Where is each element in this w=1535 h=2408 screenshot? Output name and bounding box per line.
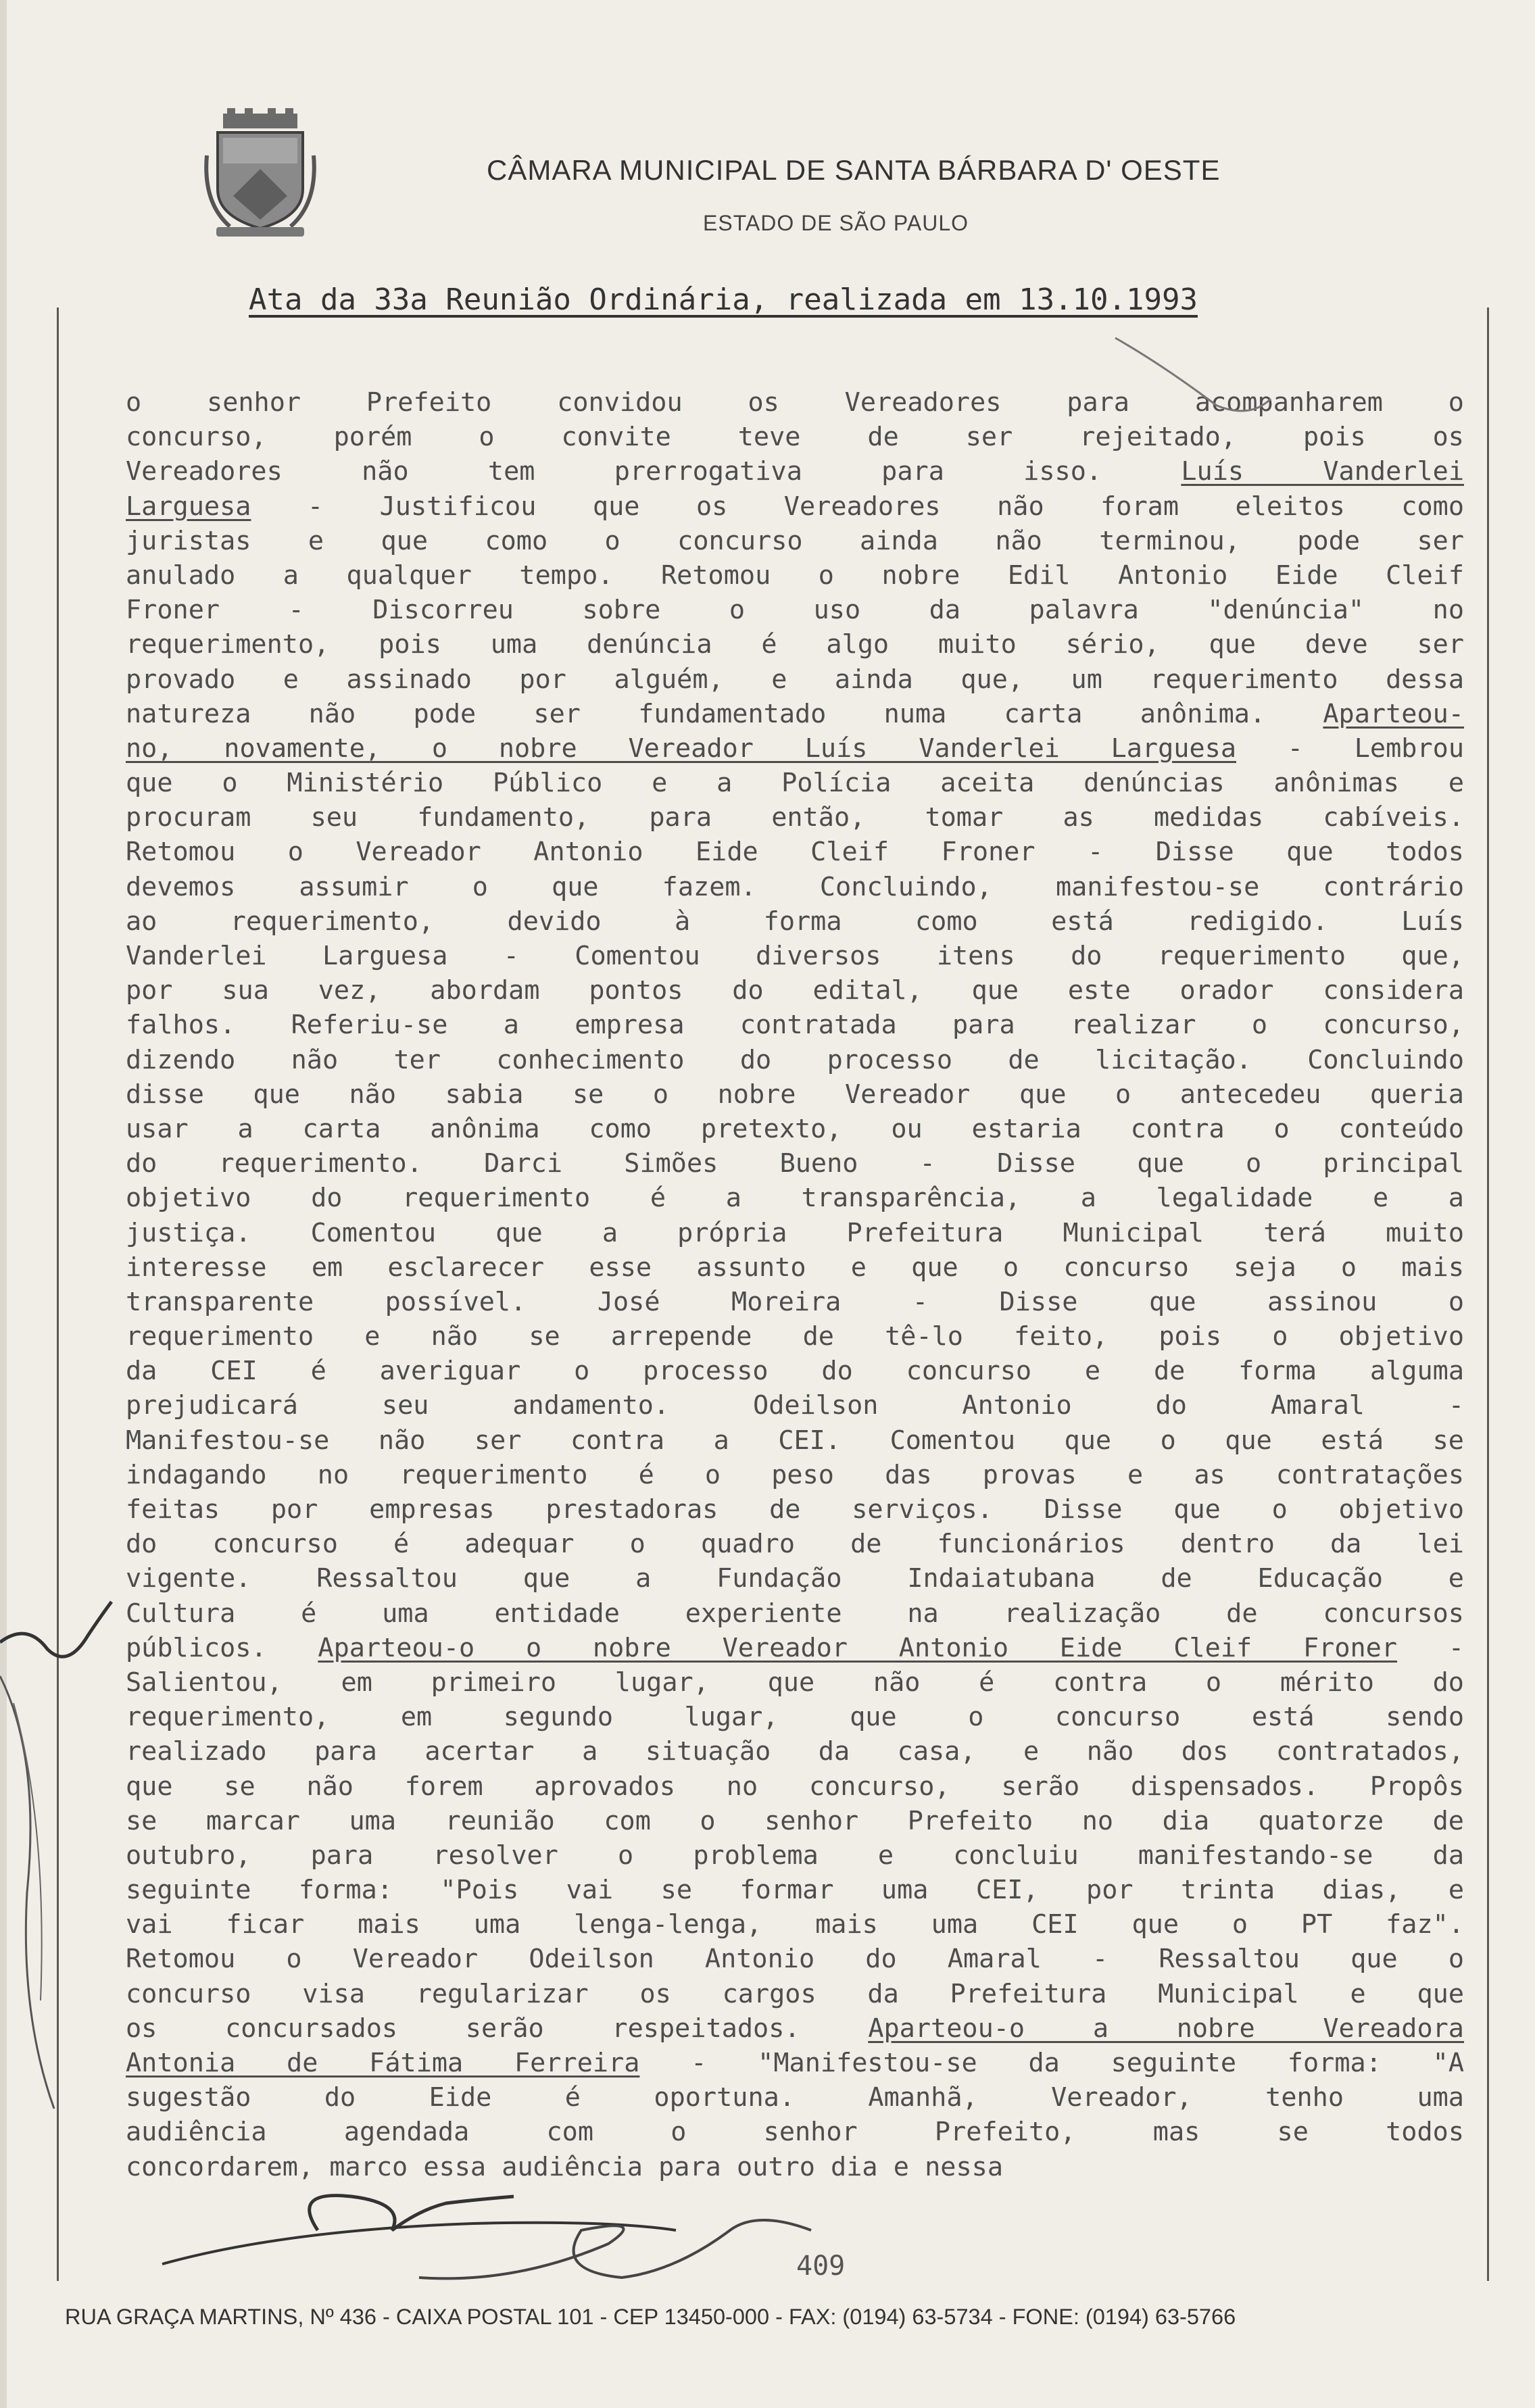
text-line [126, 1873, 1464, 1907]
line-text: anulado a qualquer tempo. Retomou o nobre Edil Antonio Eide Cleif [126, 560, 1464, 591]
footer-address: RUA GRAÇA MARTINS, Nº 436 - CAIXA POSTAL 101 - CEP 13450-000 - FAX: (0194) 63-5734 - FONE: (0194) 63-5766 [65, 2305, 1236, 2329]
text-line [126, 731, 1464, 766]
line-text: outubro, para resolver o problema e concluiu manifestando-se da [126, 1840, 1464, 1871]
line-text: do concurso é adequar o quadro de funcionários dentro da lei [126, 1529, 1464, 1560]
line-text: natureza não pode ser fundamentado numa carta anônima. [126, 698, 1323, 729]
state-name: ESTADO DE SÃO PAULO [703, 211, 969, 235]
line-text: Retomou o Vereador Odeilson Antonio do Amaral - Ressaltou que o [126, 1944, 1464, 1975]
text-line [126, 1665, 1464, 1700]
text-line [126, 1216, 1464, 1250]
text-line [126, 2011, 1464, 2046]
text-line [126, 1631, 1464, 1665]
line-text: indagando no requerimento é o peso das provas e as contratações [126, 1459, 1464, 1490]
text-line [126, 1458, 1464, 1492]
line-text: concordarem, marco essa audiência para outro dia e nessa [126, 2151, 1004, 2182]
text-line [126, 1388, 1464, 1423]
text-line [126, 766, 1464, 800]
line-text: ao requerimento, devido à forma como está redigido. Luís [126, 906, 1464, 937]
text-line [126, 1769, 1464, 1804]
underlined-speaker-text: Antonia de Fátima Ferreira [126, 2048, 640, 2078]
line-text: se marcar uma reunião com o senhor Prefeito no dia quatorze de [126, 1805, 1464, 1836]
line-text: realizado para acertar a situação da casa, e não dos contratados, [126, 1736, 1464, 1767]
line-text: disse que não sabia se o nobre Vereador que o antecedeu queria [126, 1079, 1464, 1110]
text-line [126, 1181, 1464, 1215]
line-text: interesse em esclarecer esse assunto e que o concurso seja o mais [126, 1252, 1464, 1283]
text-line [126, 697, 1464, 731]
line-text: requerimento, em segundo lugar, que o concurso está sendo [126, 1702, 1464, 1733]
text-line [126, 454, 1464, 489]
text-line [126, 2080, 1464, 2115]
text-line [126, 1838, 1464, 1873]
line-text: - Lembrou [1236, 733, 1464, 764]
line-text: Froner - Discorreu sobre o uso da palavra "denúncia" no [126, 595, 1464, 626]
text-line [126, 904, 1464, 939]
line-text: feitas por empresas prestadoras de serviços. Disse que o objetivo [126, 1494, 1464, 1525]
text-line [126, 2046, 1464, 2080]
text-line [126, 1423, 1464, 1458]
line-text: justiça. Comentou que a própria Prefeitura Municipal terá muito [126, 1217, 1464, 1248]
line-text: - Justificou que os Vereadores não foram eleitos como [251, 491, 1464, 522]
line-text: seguinte forma: "Pois vai se formar uma CEI, por trinta dias, e [126, 1875, 1464, 1906]
text-line [126, 1008, 1464, 1042]
line-text: juristas e que como o concurso ainda não terminou, pode ser [126, 525, 1464, 556]
text-line [126, 1043, 1464, 1077]
line-text: objetivo do requerimento é a transparência, a legalidade e a [126, 1183, 1464, 1214]
line-text: concurso, porém o convite teve de ser rejeitado, pois os [126, 422, 1464, 453]
underlined-speaker-text: Luís Vanderlei [1181, 456, 1464, 487]
text-line [126, 1561, 1464, 1596]
text-line [126, 1492, 1464, 1527]
minutes-title: Ata da 33a Reunião Ordinária, realizada em 13.10.1993 [249, 282, 1198, 317]
line-text: Retomou o Vereador Antonio Eide Cleif Froner - Disse que todos [126, 837, 1464, 868]
text-line [126, 2150, 1464, 2184]
line-text: do requerimento. Darci Simões Bueno - Disse que o principal [126, 1148, 1464, 1179]
line-text: Salientou, em primeiro lugar, que não é contra o mérito do [126, 1667, 1464, 1698]
text-line [126, 1354, 1464, 1388]
text-line [126, 593, 1464, 627]
text-line [126, 1804, 1464, 1838]
text-line [126, 489, 1464, 524]
text-line [126, 2115, 1464, 2149]
line-text: prejudicará seu andamento. Odeilson Antonio do Amaral - [126, 1390, 1464, 1421]
text-line [126, 524, 1464, 558]
text-line [126, 1942, 1464, 1976]
text-line [126, 662, 1464, 697]
coat-of-arms-icon [203, 108, 318, 240]
line-text: vigente. Ressaltou que a Fundação Indaiatubana de Educação e [126, 1563, 1464, 1594]
text-line [126, 1112, 1464, 1146]
text-line [126, 420, 1464, 454]
text-line [126, 1907, 1464, 1942]
text-line [126, 1077, 1464, 1112]
line-text: transparente possível. José Moreira - Disse que assinou o [126, 1286, 1464, 1317]
line-text: requerimento, pois uma denúncia é algo muito sério, que deve ser [126, 629, 1464, 660]
text-line [126, 1700, 1464, 1734]
text-line [126, 1977, 1464, 2011]
line-text: falhos. Referiu-se a empresa contratada para realizar o concurso, [126, 1010, 1464, 1041]
text-line [126, 939, 1464, 973]
line-text: usar a carta anônima como pretexto, ou estaria contra o conteúdo [126, 1113, 1464, 1144]
line-text: Manifestou-se não ser contra a CEI. Comentou que o que está se [126, 1425, 1464, 1456]
line-text: audiência agendada com o senhor Prefeito, mas se todos [126, 2117, 1464, 2148]
line-text: procuram seu fundamento, para então, tomar as medidas cabíveis. [126, 802, 1464, 833]
text-line [126, 973, 1464, 1008]
page-edge [0, 0, 7, 2408]
chamber-name: CÂMARA MUNICIPAL DE SANTA BÁRBARA D' OESTE [487, 154, 1221, 186]
text-line [126, 800, 1464, 835]
page-number: 409 [796, 2251, 846, 2282]
text-line [126, 1527, 1464, 1561]
text-line [126, 1285, 1464, 1319]
text-line [126, 1596, 1464, 1631]
line-text: devemos assumir o que fazem. Concluindo, manifestou-se contrário [126, 871, 1464, 902]
line-text: sugestão do Eide é oportuna. Amanhã, Vereador, tenho uma [126, 2082, 1464, 2113]
line-text: Cultura é uma entidade experiente na realização de concursos [126, 1598, 1464, 1629]
underlined-speaker-text: Aparteou-o o nobre Vereador Antonio Eide Cleif Froner [318, 1632, 1398, 1663]
minutes-body [126, 385, 1464, 2184]
text-line [126, 558, 1464, 593]
line-text: da CEI é averiguar o processo do concurso e de forma alguma [126, 1356, 1464, 1387]
text-line [126, 835, 1464, 869]
line-text: Vanderlei Larguesa - Comentou diversos itens do requerimento que, [126, 941, 1464, 971]
text-line [126, 870, 1464, 904]
underlined-speaker-text: Aparteou-o a nobre Vereadora [868, 2013, 1464, 2044]
line-text: que o Ministério Público e a Polícia aceita denúncias anônimas e [126, 768, 1464, 799]
right-margin-rule [1487, 308, 1489, 2281]
line-text: os concursados serão respeitados. [126, 2013, 869, 2044]
line-text: concurso visa regularizar os cargos da Prefeitura Municipal e que [126, 1978, 1464, 2009]
line-text: provado e assinado por alguém, e ainda que, um requerimento dessa [126, 664, 1464, 695]
line-text: o senhor Prefeito convidou os Vereadores para acompanharem o [126, 387, 1464, 418]
text-line [126, 627, 1464, 662]
line-text: Vereadores não tem prerrogativa para isso. [126, 456, 1181, 487]
line-text: - "Manifestou-se da seguinte forma: "A [639, 2048, 1465, 2078]
left-margin-rule [57, 308, 59, 2281]
underlined-speaker-text: no, novamente, o nobre Vereador Luís Vanderlei Larguesa [126, 733, 1237, 764]
text-line [126, 1250, 1464, 1285]
underlined-speaker-text: Larguesa [126, 491, 251, 522]
text-line [126, 385, 1464, 420]
line-text: públicos. [126, 1632, 318, 1663]
text-line [126, 1734, 1464, 1769]
text-line [126, 1146, 1464, 1181]
line-text: por sua vez, abordam pontos do edital, que este orador considera [126, 975, 1464, 1006]
line-text: - [1397, 1632, 1464, 1663]
underlined-speaker-text: Aparteou- [1323, 698, 1464, 729]
line-text: vai ficar mais uma lenga-lenga, mais uma CEI que o PT faz". [126, 1909, 1464, 1940]
line-text: requerimento e não se arrepende de tê-lo feito, pois o objetivo [126, 1321, 1464, 1352]
line-text: dizendo não ter conhecimento do processo de licitação. Concluindo [126, 1044, 1464, 1075]
text-line [126, 1319, 1464, 1354]
line-text: que se não forem aprovados no concurso, serão dispensados. Propôs [126, 1771, 1464, 1802]
